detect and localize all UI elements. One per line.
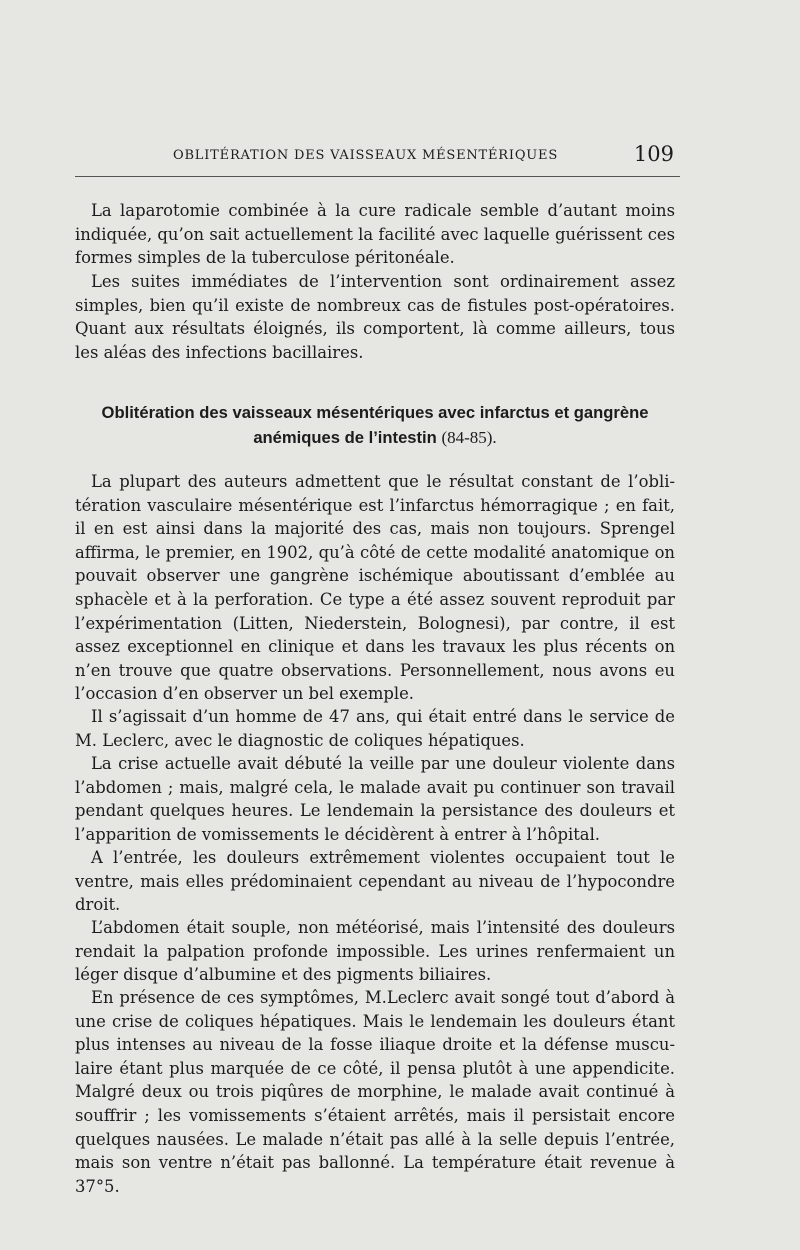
- section-reference: (84-85).: [441, 428, 497, 447]
- paragraph-body-1: La plupart des auteurs admettent que le résultat constant de l’oblitération vasculaire mésentérique est l’infarctus hémorragique ; en fait, il en est ainsi dans la majorité des cas, mais non toujours. Sprengel affirma, le premier, en 1902, qu’à côté de cette modalité anatomique on pouvait observer une gangrène ischémique aboutissant d’emblée au sphacèle et à la perforation. Ce type a été assez souvent reproduit par l’expérimentation (Litten, Niederstein, Bolognesi), par contre, il est assez exceptionnel en clinique et dans les travaux les plus récents on n’en trouve que quatre observations. Personnellement, nous avons eu l’occasion d’en observer un bel exemple.: [75, 472, 675, 704]
- paragraph-body-6: En présence de ces symptômes, M.Leclerc avait songé tout d’abord à une crise de coliques hépatiques. Mais le lendemain les douleurs étant plus intenses au niveau de la fosse iliaque droite et la défense musculaire étant plus marquée de ce côté, il pensa plutôt à une appendicite. Malgré deux ou trois piqûres de morphine, le malade avait continué à souffrir ; les vomissements s’étaient arrêtés, mais il persistait encore quelques nausées. Le malade n’était pas allé à la selle depuis l’entrée, mais son ventre n’était pas ballonné. La température était revenue à 37°5.: [75, 988, 675, 1196]
- paragraph-body-4: A l’entrée, les douleurs extrêmement violentes occupaient tout le ventre, mais elles prédominaient cependant au niveau de l’hypocondre droit.: [75, 848, 675, 915]
- section-heading-text: Oblitération des vaisseaux mésentériques avec infarctus et gangrène anémiques de l’intestin: [101, 403, 649, 447]
- paragraph-body-2: Il s’agissait d’un homme de 47 ans, qui était entré dans le service de M. Leclerc, avec le diagnostic de coliques hépatiques.: [75, 707, 675, 750]
- paragraph-intro-1: La laparotomie combinée à la cure radicale semble d’autant moins indiquée, qu’on sait actuellement la facilité avec laquelle guérissent ces formes simples de la tuberculose péritonéale.: [75, 201, 675, 268]
- page-header: [75, 142, 680, 177]
- paragraph-body-3: La crise actuelle avait débuté la veille par une douleur violente dans l’abdomen ; mais, malgré cela, le malade avait pu continuer son travail pendant quelques heures. Le lendemain la persistance des douleurs et l’apparition de vomissements le décidèrent à entrer à l’hôpital.: [75, 754, 675, 844]
- page-number: 109: [633, 142, 674, 166]
- running-title: OBLITÉRATION DES VAISSEAUX MÉSENTÉRIQUES: [173, 148, 559, 163]
- section-heading: [75, 400, 675, 450]
- paragraph-intro-2: Les suites immédiates de l’intervention sont ordinairement assez simples, bien qu’il existe de nombreux cas de fistules post-opératoires. Quant aux résultats éloignés, ils comportent, là comme ailleurs, tous les aléas des infections bacillaires.: [75, 272, 675, 362]
- paragraph-body-5: L’abdomen était souple, non météorisé, mais l’intensité des douleurs rendait la palpation profonde impossible. Les urines renfermaient un léger disque d’albumine et des pigments biliaires.: [75, 918, 675, 985]
